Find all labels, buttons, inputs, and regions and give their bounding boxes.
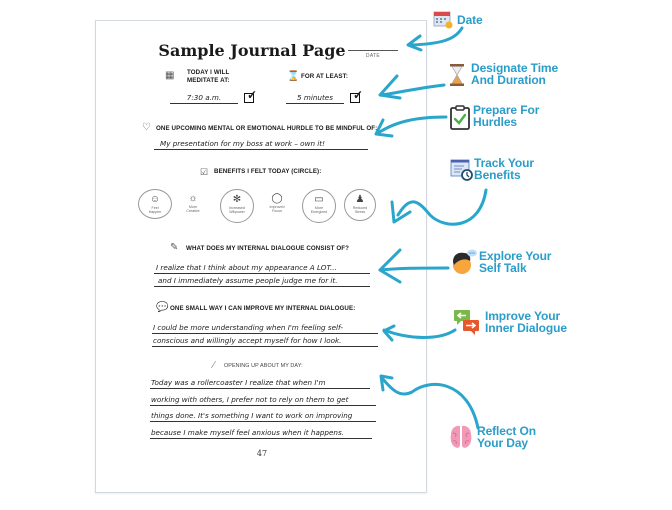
duration-value: 5 minutes: [297, 93, 333, 102]
improve-text-2: conscious and willingly accept myself for how I look.: [153, 336, 342, 345]
smiley-icon: ☺: [149, 194, 161, 205]
hurdle-value: My presentation for my boss at work – own it!: [160, 139, 325, 148]
callout-reflect-label: Reflect On Your Day: [477, 424, 537, 450]
duration-label: FOR AT LEAST:: [301, 73, 349, 80]
chat-arrows-icon: [453, 309, 481, 335]
callout-date: [433, 9, 483, 31]
reflect-text-1: Today was a rollercoaster I realize that when I'm: [151, 378, 326, 387]
callout-benefits: [450, 157, 534, 181]
callout-reflect: [449, 424, 536, 450]
calendar-icon: [433, 9, 453, 31]
benefit-feel-happier[interactable]: ☺ Feel Happier: [138, 189, 172, 219]
clipboard-check-icon: [449, 105, 469, 127]
target-icon: ◯: [271, 193, 283, 204]
dialogue-text-2: and I immediately assume people judge me for it.: [158, 276, 338, 285]
speech-bubble-icon: 💬: [156, 302, 169, 313]
benefit-more-creative[interactable]: ☼ More Creative: [176, 189, 210, 219]
pencil-icon: ⁄: [213, 360, 215, 371]
hurdle-label: ONE UPCOMING MENTAL OR EMOTIONAL HURDLE TO BE MINDFUL OF:: [156, 125, 378, 132]
calendar-small-icon: ▦: [165, 70, 175, 81]
benefit-more-energized[interactable]: ▭ More Energized: [302, 189, 336, 223]
meditate-label: TODAY I WILL MEDITATE AT:: [187, 69, 230, 84]
battery-icon: ▭: [314, 194, 324, 205]
improve-label: ONE SMALL WAY I CAN IMPROVE MY INTERNAL DIALOGUE:: [170, 305, 356, 312]
callout-date-label: Date: [457, 13, 483, 27]
callout-self-talk-label: Explore Your Self Talk: [479, 249, 552, 275]
heart-icon: ♡: [142, 122, 151, 133]
meditating-person-icon: ♟: [355, 194, 365, 205]
dialogue-label: WHAT DOES MY INTERNAL DIALOGUE CONSIST OF?: [186, 245, 350, 252]
lightbulb-icon: ☼: [188, 193, 198, 204]
reflect-text-4: because I make myself feel anxious when it happens.: [151, 428, 344, 437]
brain-icon: [449, 424, 473, 450]
callout-benefits-label: Track Your Benefits: [474, 156, 534, 182]
meditate-checkbox[interactable]: ✓: [244, 93, 254, 103]
document-clock-icon: [450, 158, 470, 180]
check-circle-icon: ☑: [200, 167, 209, 177]
flexed-arm-icon: ✻: [232, 194, 242, 205]
benefit-improved-focus[interactable]: ◯ Improved Focus: [260, 189, 294, 219]
reflect-text-2: working with others, I prefer not to rely on them to get: [151, 395, 349, 404]
benefits-label: BENEFITS I FELT TODAY (CIRCLE):: [214, 168, 322, 175]
thinking-head-icon: ✎: [170, 242, 179, 253]
callout-inner-dialogue-label: Improve Your Inner Dialogue: [485, 309, 567, 335]
reflect-text-3: things done. It's something I want to work on improving: [151, 411, 353, 420]
callout-time-duration: [447, 62, 558, 86]
page-title: Sample Journal Page: [158, 41, 346, 60]
callout-hurdles: [449, 104, 539, 128]
callout-time-duration-label: Designate Time And Duration: [471, 61, 559, 87]
reflect-label: OPENING UP ABOUT MY DAY:: [224, 363, 303, 369]
callout-hurdles-label: Prepare For Hurdles: [473, 103, 540, 129]
hourglass-small-icon: ⌛: [287, 71, 300, 82]
improve-text-1: I could be more understanding when I'm feeling self-: [153, 323, 344, 332]
benefit-increased-willpower[interactable]: ✻ Increased Willpower: [220, 189, 254, 223]
duration-checkbox[interactable]: ✓: [350, 93, 360, 103]
date-label: DATE: [365, 53, 381, 59]
dialogue-text-1: I realize that I think about my appearance A LOT...: [156, 263, 337, 272]
benefit-reduced-stress[interactable]: ♟ Reduced Stress: [344, 189, 376, 221]
hourglass-icon: [447, 63, 467, 85]
meditate-time-value: 7:30 a.m.: [186, 93, 222, 102]
person-thought-icon: [451, 248, 475, 276]
page-number: 47: [256, 449, 268, 458]
callout-self-talk: [451, 248, 551, 276]
callout-inner-dialogue: [453, 309, 567, 335]
